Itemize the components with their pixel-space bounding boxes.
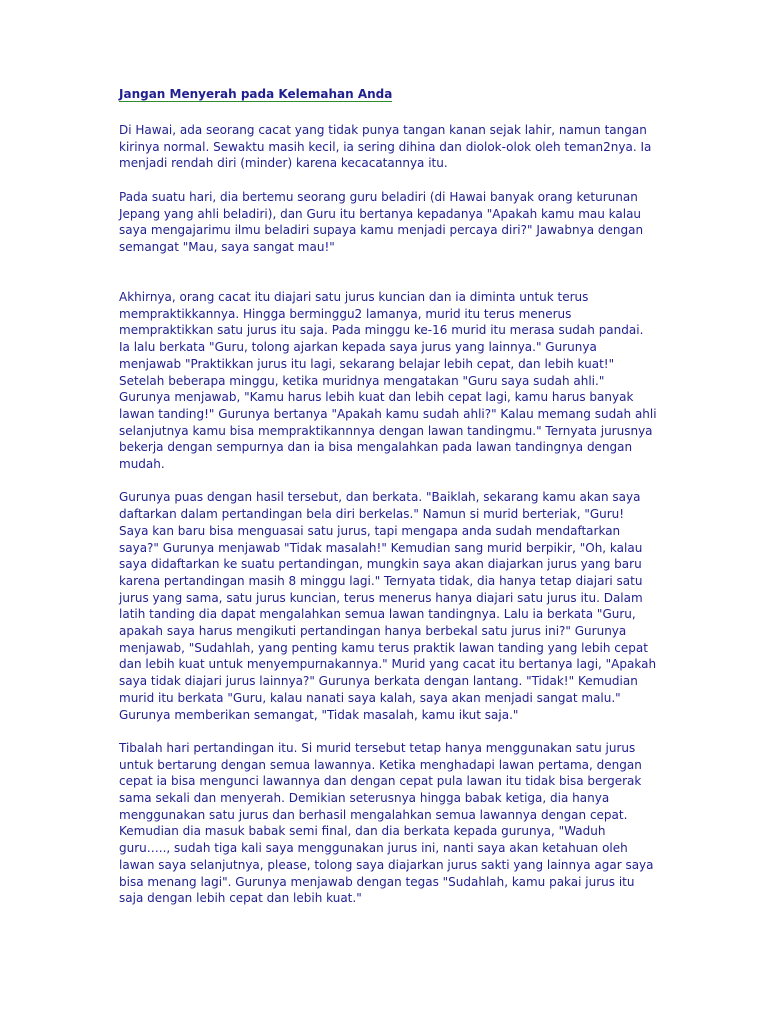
paragraph-line: daftarkan dalam pertandingan bela diri berkelas." Namun si murid berteriak, "Guru! [119, 507, 625, 522]
paragraph-line: selanjutnya kamu bisa mempraktikannnya dengan lawan tandingmu." Ternyata jurusnya [119, 423, 653, 438]
paragraph-line: Ia lalu berkata "Guru, tolong ajarkan kepada saya jurus yang lainnya." Gurunya [119, 340, 597, 355]
paragraph-line: Di Hawai, ada seorang cacat yang tidak punya tangan kanan sejak lahir, namun tangan [119, 123, 647, 137]
paragraph-line: Jepang yang ahli beladiri), dan Guru itu bertanya kepadanya "Apakah kamu mau kalau [119, 206, 642, 221]
paragraph-line: sama sekali dan menyerah. Demikian seterusnya hingga babak ketiga, dia hanya [119, 791, 610, 806]
paragraph-line: latih tanding dia dapat mengalahkan semua lawan tandingnya. Lalu ia berkata "Guru, [119, 607, 636, 622]
paragraph-line: Setelah beberapa minggu, ketika muridnya mengatakan "Guru saya sudah ahli." [119, 373, 605, 388]
paragraph-line: mempraktikkan satu jurus itu saja. Pada minggu ke-16 murid itu merasa sudah pandai. [119, 323, 644, 338]
paragraph-line: Tibalah hari pertandingan itu. Si murid tersebut tetap hanya menggunakan satu jurus [119, 740, 636, 755]
paragraph-line: kirinya normal. Sewaktu masih kecil, ia sering dihina dan diolok-olok oleh teman2nya. Ia [119, 139, 652, 154]
paragraph-1 [119, 122, 659, 172]
paragraph-line: menggunakan satu jurus dan berhasil mengalahkan semua lawannya dengan cepat. [119, 807, 628, 822]
paragraph-line: menjawab, "Sudahlah, yang penting kamu terus praktik lawan tanding yang lebih cepat [119, 640, 648, 655]
paragraph-line: dan lebih kuat untuk menyempurnakannya." Murid yang cacat itu bertanya lagi, "Apakah [119, 657, 657, 672]
paragraph-line: menjawab "Praktikkan jurus itu lagi, sekarang belajar lebih cepat, dan lebih kuat!" [119, 356, 615, 371]
paragraph-line: Gurunya memberikan semangat, "Tidak masalah, kamu ikut saja." [119, 707, 519, 722]
paragraph-line: menjadi rendah diri (minder) karena kecacatannya itu. [119, 156, 448, 171]
paragraph-line: bisa menang lagi". Gurunya menjawab dengan tegas "Sudahlah, kamu pakai jurus itu [119, 874, 635, 889]
paragraph-line: lawan tanding!" Gurunya bertanya "Apakah kamu sudah ahli?" Kalau memang sudah ahli [119, 406, 657, 421]
paragraph-line: bekerja dengan sempurnya dan ia bisa mengalahkan pada lawan tandingnya dengan [119, 440, 633, 455]
article-title [119, 86, 659, 102]
paragraph-line: saya?" Gurunya menjawab "Tidak masalah!" Kemudian sang murid berpikir, "Oh, kalau [119, 540, 643, 555]
article-title-text: Jangan Menyerah pada Kelemahan Anda [119, 87, 393, 101]
paragraph-line: mempraktikkannya. Hingga berminggu2 lamanya, murid itu terus menerus [119, 306, 572, 321]
paragraph-5 [119, 740, 659, 907]
paragraph-line: semangat "Mau, saya sangat mau!" [119, 239, 335, 254]
paragraph-line: cepat ia bisa mengunci lawannya dan dengan cepat pula lawan itu tidak bisa bergerak [119, 774, 642, 789]
paragraph-line: guru….., sudah tiga kali saya menggunakan jurus ini, nanti saya akan ketahuan oleh [119, 841, 628, 856]
paragraph-3 [119, 289, 659, 473]
paragraph-line: untuk bertarung dengan semua lawannya. Ketika menghadapi lawan pertama, dengan [119, 757, 642, 772]
paragraph-line: mudah. [119, 457, 165, 472]
paragraph-line: saja dengan lebih cepat dan lebih kuat." [119, 891, 362, 906]
paragraph-line: Gurunya puas dengan hasil tersebut, dan berkata. "Baiklah, sekarang kamu akan saya [119, 490, 641, 505]
paragraph-line: Akhirnya, orang cacat itu diajari satu jurus kuncian dan ia diminta untuk terus [119, 290, 589, 304]
paragraph-line: Kemudian dia masuk babak semi final, dan dia berkata kepada gurunya, "Waduh [119, 824, 606, 839]
paragraph-line: saya mengajarimu ilmu beladiri supaya kamu menjadi percaya diri?" Jawabnya dengan [119, 223, 644, 238]
paragraph-line: murid itu berkata "Guru, kalau nanati saya kalah, saya akan menjadi sangat malu." [119, 690, 621, 705]
paragraph-4 [119, 489, 659, 723]
paragraph-line: saya tidak diajari jurus lainnya?" Gurunya berkata dengan lantang. "Tidak!" Kemudian [119, 674, 638, 689]
paragraph-line: lawan saya selanjutnya, please, tolong saya diajarkan jurus sakti yang lainnya agar saya [119, 857, 654, 872]
document-body [119, 86, 659, 924]
paragraph-line: karena pertandingan masih 8 minggu lagi." Ternyata tidak, dia hanya tetap diajari satu [119, 573, 643, 588]
paragraph-line: saya didaftarkan ke suatu pertandingan, mungkin saya akan diajarkan jurus yang baru [119, 557, 642, 572]
paragraph-line: Pada suatu hari, dia bertemu seorang guru beladiri (di Hawai banyak orang keturunan [119, 189, 638, 204]
paragraph-2 [119, 189, 659, 256]
paragraph-line: jurus yang sama, satu jurus kuncian, terus menerus hanya diajari satu jurus itu. Dalam [119, 590, 643, 605]
paragraph-line: Gurunya menjawab, "Kamu harus lebih kuat dan lebih cepat lagi, kamu harus banyak [119, 390, 634, 405]
paragraph-line: Saya kan baru bisa menguasai satu jurus, tapi mengapa anda sudah mendaftarkan [119, 523, 621, 538]
paragraph-line: apakah saya harus mengikuti pertandingan hanya berbekal satu jurus ini?" Gurunya [119, 624, 627, 639]
